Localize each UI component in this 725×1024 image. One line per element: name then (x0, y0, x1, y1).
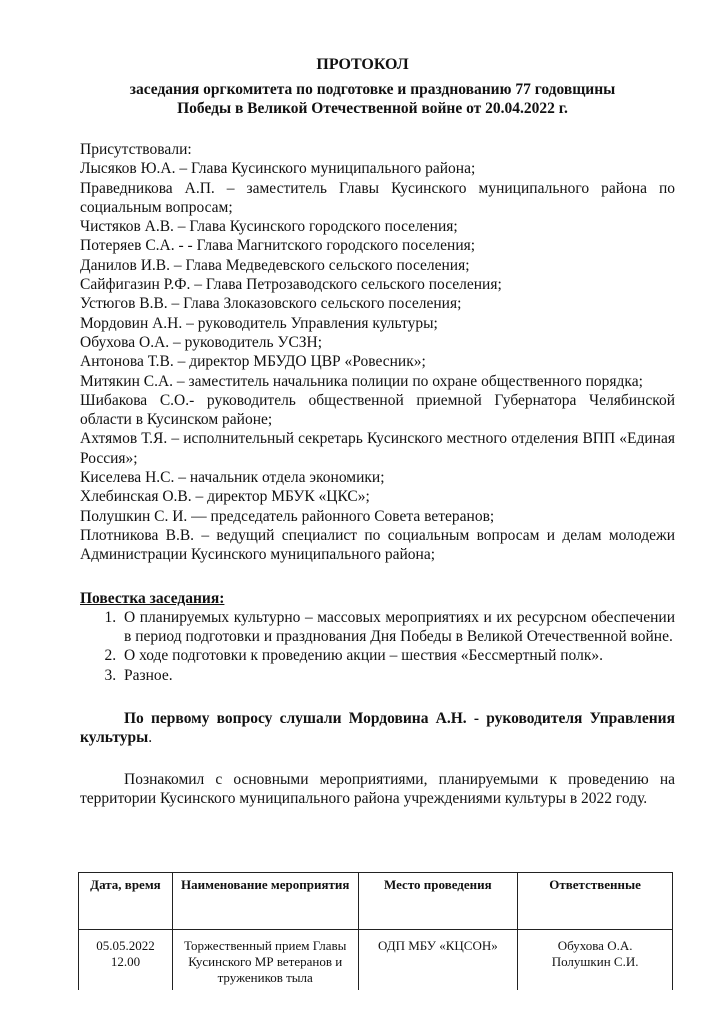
attendee-item: Полушкин С. И. — председатель районного Совета ветеранов; (80, 507, 495, 525)
cell-place: ОДП МБУ «КЦСОН» (358, 930, 518, 991)
attendee-item: Обухова О.А. – руководитель УСЗН; (80, 333, 323, 351)
attendee-item: Ахтямов Т.Я. – исполнительный секретарь Кусинского местного отделения ВПП «Единая Россия»; (80, 430, 675, 467)
table-row (79, 930, 673, 991)
responsible-2: Полушкин С.И. (551, 954, 639, 969)
cell-date (79, 930, 173, 991)
attendee-item: Потеряев С.А. - - Глава Магнитского городского поселения; (80, 237, 476, 255)
agenda-list (80, 608, 675, 685)
col-header-place: Место проведения (358, 873, 518, 930)
attendee-item: Праведникова А.П. – заместитель Главы Кусинского муниципального района по социальным вопросам; (80, 179, 675, 216)
attendee-item: Киселева Н.С. – начальник отдела экономики; (80, 469, 385, 487)
agenda-item: 2. О ходе подготовки к проведению акции – шествия «Бессмертный полк». (120, 646, 675, 665)
attendee-item: Шибакова С.О.- руководитель общественной приемной Губернатора Челябинской области в Кусинском районе; (80, 391, 675, 429)
attendee-item: Лысяков Ю.А. – Глава Кусинского муниципального района; (80, 160, 476, 178)
attendees-label: Присутствовали: (80, 141, 192, 158)
cell-date-value: 05.05.2022 (96, 938, 155, 953)
events-table (78, 872, 673, 990)
first-question-text: По первому вопросу слушали Мордовина А.Н. - руководителя Управления культуры (80, 710, 675, 747)
attendee-item: Устюгов В.В. – Глава Злоказовского сельского поселения; (80, 295, 462, 313)
document-title: ПРОТОКОЛ (316, 56, 409, 73)
attendee-item: Митякин С.А. – заместитель начальника полиции по охране общественного порядка; (80, 372, 643, 390)
subtitle-line-1: заседания оргкомитета по подготовке и празднованию 77 годовщины (129, 81, 616, 98)
responsible-1: Обухова О.А. (557, 938, 633, 953)
agenda-item: 1. О планируемых культурно – массовых мероприятиях и их ресурсном обеспечении в период подготовки и празднования Дня Победы в Великой Отечественной войне. (120, 608, 675, 647)
attendee-item: Мордовин А.Н. – руководитель Управления культуры; (80, 314, 438, 332)
intro-paragraph: Познакомил с основными мероприятиями, планируемыми к проведению на территории Кусинского муниципального района учреждениями культуры в 2022 году. (80, 770, 675, 807)
document-body (80, 140, 675, 808)
agenda-item: 3. Разное. (120, 666, 675, 685)
col-header-date: Дата, время (79, 873, 173, 930)
col-header-responsible: Ответственные (518, 873, 673, 930)
attendee-item: Сайфигазин Р.Ф. – Глава Петрозаводского сельского поселения; (80, 276, 502, 294)
cell-event: Торжественный прием Главы Кусинского МР ветеранов и тружеников тыла (172, 930, 358, 991)
attendee-item: Хлебинская О.В. – директор МБУК «ЦКС»; (80, 488, 370, 506)
spacer (80, 685, 675, 709)
attendee-item: Чистяков А.В. – Глава Кусинского городского поселения; (80, 218, 458, 236)
cell-time-value: 12.00 (110, 954, 141, 969)
spacer (80, 748, 675, 770)
attendees-list (80, 159, 675, 564)
agenda-title: Повестка заседания: (80, 589, 225, 607)
attendee-item: Данилов И.В. – Глава Медведевского сельского поселения; (80, 256, 470, 274)
attendee-item: Антонова Т.В. – директор МБУДО ЦВР «Ровесник»; (80, 353, 426, 371)
table-header-row (79, 873, 673, 930)
first-question-paragraph (80, 709, 675, 748)
cell-responsible (518, 930, 673, 991)
first-question-tail: . (148, 729, 153, 747)
attendee-item: Плотникова В.В. – ведущий специалист по социальным вопросам и делам молодежи Администрации Кусинского муниципального района; (80, 526, 675, 564)
document-subtitle (60, 80, 685, 118)
col-header-event: Наименование мероприятия (172, 873, 358, 930)
spacer (80, 565, 675, 589)
subtitle-line-2: Победы в Великой Отечественной войне от 20.04.2022 г. (177, 100, 568, 117)
